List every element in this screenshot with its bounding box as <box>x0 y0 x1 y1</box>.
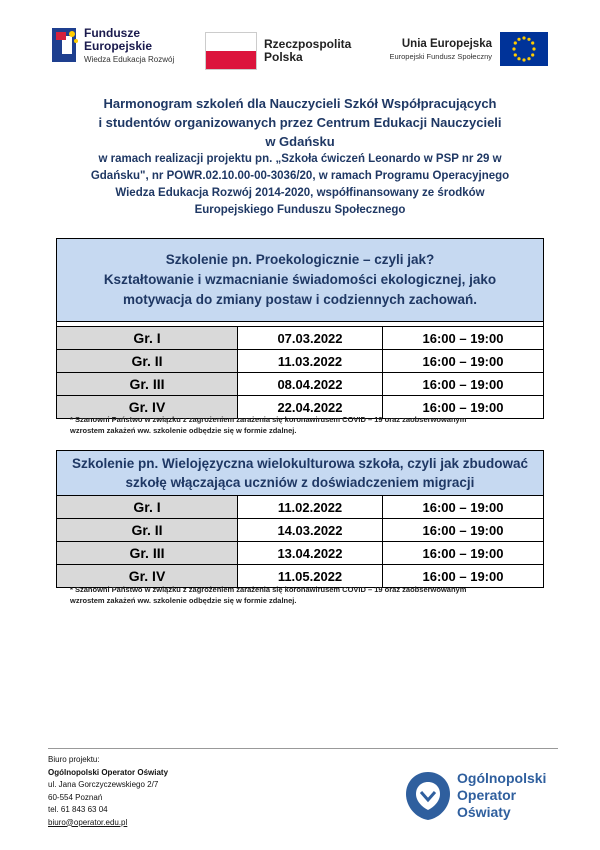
time-cell: 16:00 – 19:00 <box>383 496 544 519</box>
group-cell: Gr. IV <box>57 565 238 588</box>
date-cell: 11.03.2022 <box>238 350 383 373</box>
eu-flag-icon <box>500 32 548 66</box>
time-cell: 16:00 – 19:00 <box>383 350 544 373</box>
logo-bar <box>0 0 600 80</box>
footer-divider <box>48 748 558 749</box>
table1-header-line3: motywacja do zmiany postaw i codziennych zachowań. <box>122 292 478 307</box>
schedule-table-2 <box>56 450 544 588</box>
table2-note <box>70 584 550 606</box>
date-cell: 07.03.2022 <box>238 327 383 350</box>
table2-note-line2: wzrostem zakażeń ww. szkolenie odbędzie się w formie zdalnej. <box>70 596 297 605</box>
schedule-table-1 <box>56 238 544 419</box>
desc-line2: Gdańsku", nr POWR.02.10.00-00-3036/20, w ramach Programu Operacyjnego <box>90 170 510 182</box>
fe-sub: Wiedza Edukacja Rozwój <box>84 55 175 64</box>
desc-line1: w ramach realizacji projektu pn. „Szkoła ćwiczeń Leonardo w PSP nr 29 w <box>98 153 502 165</box>
table1-header-line2: Kształtowanie i wzmacnianie świadomości ekologicznej, jako <box>103 272 497 287</box>
document-heading <box>40 94 560 219</box>
date-cell: 11.02.2022 <box>238 496 383 519</box>
project-office-address <box>48 754 168 829</box>
table-row <box>57 519 544 542</box>
group-cell: Gr. IV <box>57 396 238 419</box>
date-cell: 14.03.2022 <box>238 519 383 542</box>
time-cell: 16:00 – 19:00 <box>383 565 544 588</box>
group-cell: Gr. I <box>57 327 238 350</box>
table1-header-line1: Szkolenie pn. Proekologicznie – czyli jak? <box>165 252 435 267</box>
address-label: Biuro projektu: <box>48 755 100 764</box>
rzeczpospolita-text <box>264 38 351 64</box>
table1-note-line1: * Szanowni Państwo w związku z zagrożeniem zarażenia się koronawirusem COVID – 19 oraz zaobserwowanym <box>70 415 467 424</box>
desc-line4: Europejskiego Funduszu Społecznego <box>194 204 406 216</box>
table2-header-line2: szkołę włączająca uczniów z doświadczeniem migracji <box>125 475 475 490</box>
eu-title: Unia Europejska <box>401 38 492 50</box>
time-cell: 16:00 – 19:00 <box>383 327 544 350</box>
oos-line1: Ogólnopolski <box>457 770 547 786</box>
group-cell: Gr. II <box>57 519 238 542</box>
table-row <box>57 373 544 396</box>
title-line2: i studentów organizowanych przez Centrum Edukacji Nauczycieli <box>98 115 502 130</box>
table2-header-line1: Szkolenie pn. Wielojęzyczna wielokulturowa szkoła, czyli jak zbudować <box>71 456 528 471</box>
table1-note-line2: wzrostem zakażeń ww. szkolenie odbędzie się w formie zdalnej. <box>70 426 297 435</box>
table2-header <box>57 451 544 496</box>
date-cell: 08.04.2022 <box>238 373 383 396</box>
table1-note <box>70 414 550 436</box>
date-cell: 11.05.2022 <box>238 565 383 588</box>
group-cell: Gr. III <box>57 373 238 396</box>
table-row <box>57 350 544 373</box>
date-cell: 13.04.2022 <box>238 542 383 565</box>
fe-line2: Europejskie <box>84 39 153 53</box>
pl-line1: Rzeczpospolita <box>264 37 352 51</box>
eu-text <box>388 38 492 61</box>
address-city: 60-554 Poznań <box>48 792 103 802</box>
group-cell: Gr. II <box>57 350 238 373</box>
time-cell: 16:00 – 19:00 <box>383 373 544 396</box>
address-phone: tel. 61 843 63 04 <box>48 805 108 814</box>
oos-line2: Operator <box>457 787 517 803</box>
oos-line3: Oświaty <box>457 804 511 820</box>
time-cell: 16:00 – 19:00 <box>383 519 544 542</box>
fundusze-europejskie-text <box>84 27 174 66</box>
date-cell: 22.04.2022 <box>238 396 383 419</box>
table-row <box>57 327 544 350</box>
address-org: Ogólnopolski Operator Oświaty <box>48 767 169 777</box>
group-cell: Gr. I <box>57 496 238 519</box>
fundusze-europejskie-logo <box>52 28 80 62</box>
group-cell: Gr. III <box>57 542 238 565</box>
title-line1: Harmonogram szkoleń dla Nauczycieli Szkół Współpracujących <box>103 96 497 111</box>
table2-note-line1: * Szanowni Państwo w związku z zagrożeniem zarażenia się koronawirusem COVID – 19 oraz zaobserwowanym <box>70 585 467 594</box>
operator-oswiaty-logo-icon <box>404 770 452 822</box>
table-row <box>57 496 544 519</box>
polish-flag-icon <box>205 32 257 70</box>
operator-oswiaty-logo-text <box>457 770 546 821</box>
eu-sub: Europejski Fundusz Społeczny <box>389 52 492 61</box>
time-cell: 16:00 – 19:00 <box>383 542 544 565</box>
table-row <box>57 542 544 565</box>
desc-line3: Wiedza Edukacja Rozwój 2014-2020, współfinansowany ze środków <box>115 187 485 199</box>
pl-line2: Polska <box>264 50 303 64</box>
fe-line1: Fundusze <box>84 26 140 40</box>
address-street: ul. Jana Gorczyczewskiego 2/7 <box>48 780 159 789</box>
table1-header <box>57 239 544 322</box>
time-cell: 16:00 – 19:00 <box>383 396 544 419</box>
email-link[interactable]: biuro@operator.edu.pl <box>48 817 128 827</box>
title-line3: w Gdańsku <box>265 134 335 149</box>
